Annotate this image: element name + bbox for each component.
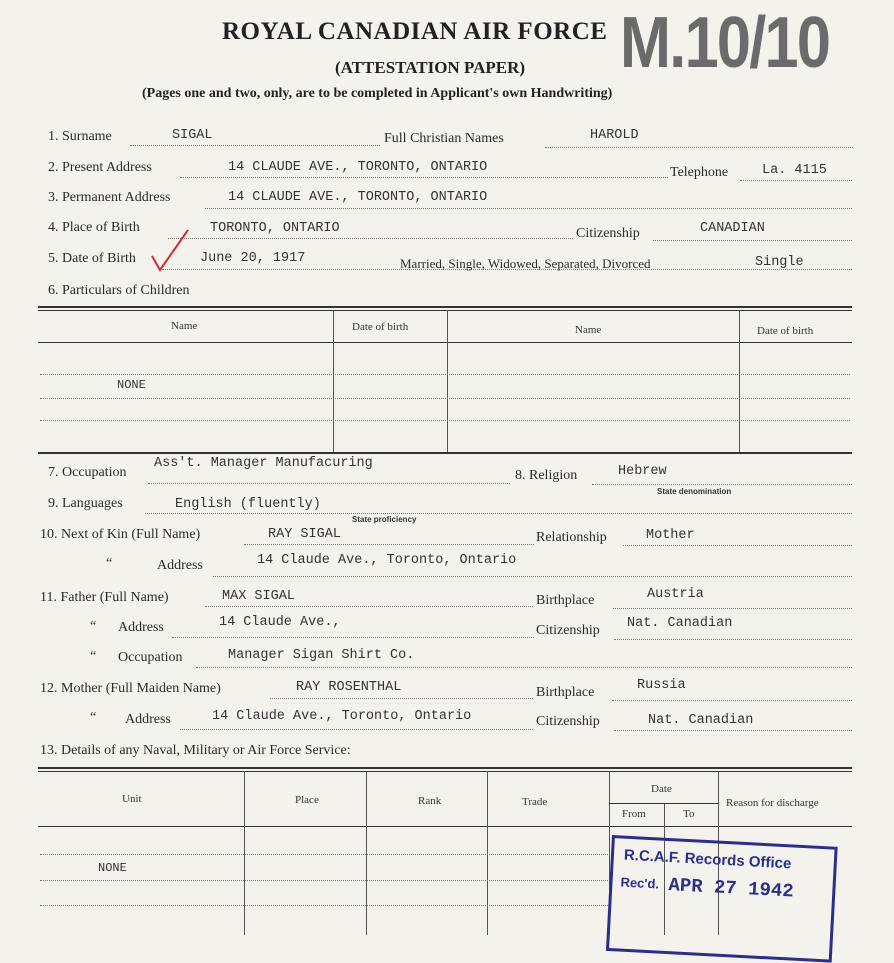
father-address-ditto: “ [90,619,97,634]
languages-value: English (fluently) [175,497,321,512]
languages-sublabel: State proficiency [352,515,417,524]
children-entry: NONE [117,378,146,392]
birth-place-label: 4. Place of Birth [48,220,140,235]
occupation-value: Ass't. Manager Manufacuring [154,456,373,471]
stamp-date: APR 27 1942 [667,874,795,903]
stamp-office-text: R.C.A.F. Records Office [623,846,792,873]
service-from-header: From [622,808,646,820]
religion-value: Hebrew [618,464,667,479]
form-number-stamp: M.10/10 [620,3,830,83]
children-dob-header-2: Date of birth [757,325,814,337]
children-name-header: Name [171,320,198,332]
check-mark-icon [148,226,192,276]
mother-address-ditto: “ [90,710,97,725]
service-place-header: Place [295,794,319,806]
mother-citizenship-label: Citizenship [536,714,600,729]
father-address-value: 14 Claude Ave., [219,615,341,630]
stamp-received-label: Rec'd. [620,874,660,892]
religion-sublabel: State denomination [657,487,732,496]
birth-place-value: TORONTO, ONTARIO [210,221,340,236]
form-subtitle: (ATTESTATION PAPER) [335,58,526,77]
father-value: MAX SIGAL [222,589,295,604]
next-of-kin-label: 10. Next of Kin (Full Name) [40,527,201,542]
relationship-value: Mother [646,528,695,543]
telephone-label: Telephone [670,165,729,180]
father-label: 11. Father (Full Name) [40,590,169,605]
languages-label: 9. Languages [48,496,123,511]
citizenship-label: Citizenship [576,226,640,241]
religion-label: 8. Religion [515,468,578,483]
children-label: 6. Particulars of Children [48,283,190,298]
service-date-header: Date [651,783,672,795]
mother-address-value: 14 Claude Ave., Toronto, Ontario [212,709,472,724]
marital-status-value: Single [755,255,804,270]
father-citizenship-label: Citizenship [536,623,600,638]
mother-address-label: Address [125,712,171,727]
service-unit-header: Unit [122,793,142,805]
mother-label: 12. Mother (Full Maiden Name) [40,681,221,696]
occupation-label: 7. Occupation [48,465,127,480]
service-rank-header: Rank [418,795,442,807]
service-to-header: To [683,808,695,820]
kin-address-label: Address [157,558,203,573]
telephone-value: La. 4115 [762,163,827,178]
surname-value: SIGAL [172,128,213,143]
christian-names-value: HAROLD [590,128,639,143]
mother-citizenship-value: Nat. Canadian [648,713,754,728]
father-citizenship-value: Nat. Canadian [627,616,733,631]
form-instructions: (Pages one and two, only, are to be completed in Applicant's own Handwriting) [142,86,613,101]
mother-value: RAY ROSENTHAL [296,680,402,695]
mother-birthplace-value: Russia [637,678,686,693]
mother-birthplace-label: Birthplace [536,685,595,700]
father-occupation-label: Occupation [118,650,183,665]
father-occupation-value: Manager Sigan Shirt Co. [228,648,415,663]
father-occupation-ditto: “ [90,649,97,664]
kin-address-value: 14 Claude Ave., Toronto, Ontario [257,553,517,568]
children-dob-header: Date of birth [352,321,409,333]
service-entry: NONE [98,861,127,875]
service-trade-header: Trade [522,796,548,808]
christian-names-label: Full Christian Names [384,131,504,146]
records-office-stamp [606,835,838,963]
present-address-value: 14 CLAUDE AVE., TORONTO, ONTARIO [228,160,488,175]
next-of-kin-value: RAY SIGAL [268,527,341,542]
relationship-label: Relationship [536,530,607,545]
marital-status-options: Married, Single, Widowed, Separated, Divorced [400,256,651,271]
father-birthplace-value: Austria [647,587,704,602]
permanent-address-label: 3. Permanent Address [48,190,171,205]
present-address-label: 2. Present Address [48,160,152,175]
form-title: ROYAL CANADIAN AIR FORCE [222,18,608,45]
birth-date-label: 5. Date of Birth [48,251,136,266]
father-address-label: Address [118,620,164,635]
permanent-address-value: 14 CLAUDE AVE., TORONTO, ONTARIO [228,190,488,205]
father-birthplace-label: Birthplace [536,593,595,608]
service-reason-header: Reason for discharge [726,797,819,809]
service-details-label: 13. Details of any Naval, Military or Air Force Service: [40,743,351,758]
kin-ditto: “ [106,556,113,571]
citizenship-value: CANADIAN [700,221,765,236]
children-name-header-2: Name [575,324,602,336]
birth-date-value: June 20, 1917 [200,251,306,266]
surname-label: 1. Surname [48,129,112,144]
